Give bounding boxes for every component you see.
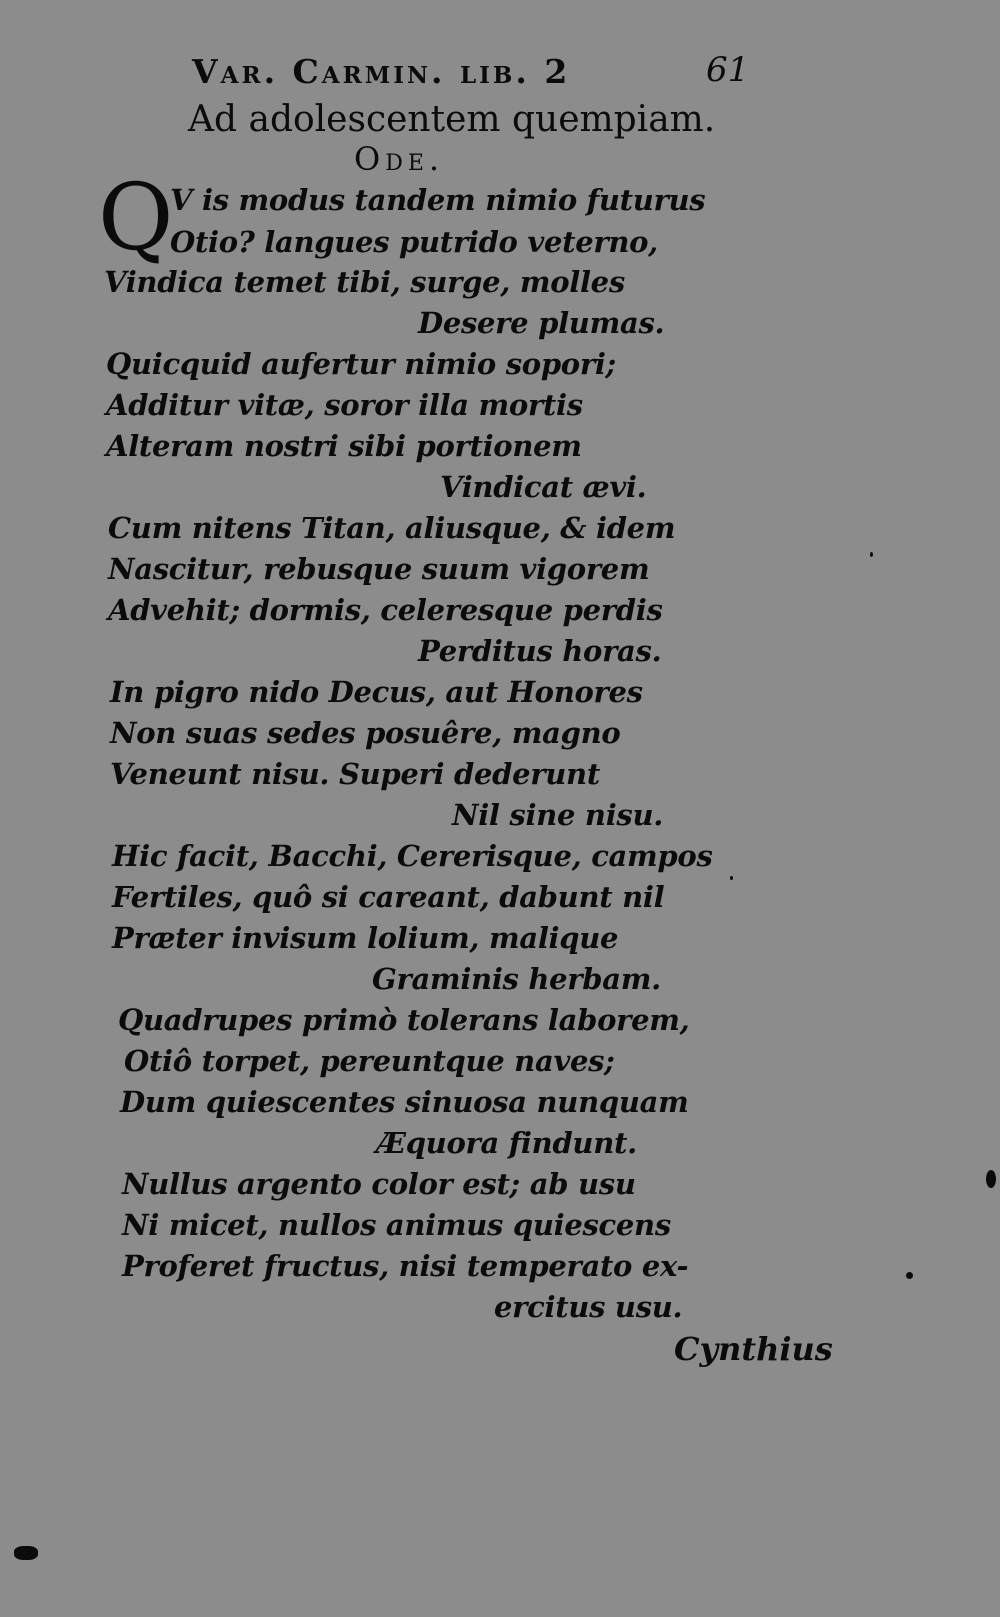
- catchword: Cynthius: [674, 1330, 833, 1368]
- verse-line-7: Alteram nostri sibi portionem: [106, 429, 582, 463]
- verse-line-12: Perditus horas.: [418, 634, 662, 668]
- verse-line-15: Veneunt nisu. Superi dederunt: [110, 757, 600, 791]
- verse-line-3: Vindica temet tibi, surge, molles: [104, 265, 625, 299]
- verse-line-6: Additur vitæ, soror illa mortis: [106, 388, 583, 422]
- verse-line-16: Nil sine nisu.: [452, 798, 664, 832]
- verse-line-14: Non suas sedes posuêre, magno: [110, 716, 621, 750]
- verse-line-19: Præter invisum lolium, malique: [112, 921, 619, 955]
- ink-speck: [14, 1546, 38, 1560]
- verse-line-8: Vindicat ævi.: [440, 470, 647, 504]
- poem-subtitle: Ode.: [354, 140, 445, 178]
- ink-speck: [986, 1170, 996, 1188]
- poem-title: Ad adolescentem quempiam.: [188, 99, 716, 140]
- ink-speck: [730, 876, 733, 880]
- verse-line-17: Hic facit, Bacchi, Cererisque, campos: [112, 839, 713, 873]
- verse-line-1: V is modus tandem nimio futurus: [170, 183, 706, 217]
- ink-speck: [870, 552, 873, 557]
- verse-line-28: ercitus usu.: [494, 1290, 683, 1324]
- verse-line-23: Dum quiescentes sinuosa nunquam: [120, 1085, 689, 1119]
- verse-line-21: Quadrupes primò tolerans laborem,: [118, 1003, 690, 1037]
- verse-line-24: Æquora findunt.: [376, 1126, 637, 1160]
- verse-line-2: Otio? langues putrido veterno,: [170, 225, 658, 259]
- verse-line-27: Proferet fructus, nisi temperato ex-: [122, 1249, 689, 1283]
- verse-line-5: Quicquid aufertur nimio sopori;: [106, 347, 616, 381]
- verse-line-9: Cum nitens Titan, aliusque, & idem: [108, 511, 676, 545]
- verse-line-4: Desere plumas.: [418, 306, 665, 340]
- verse-line-26: Ni micet, nullos animus quiescens: [122, 1208, 671, 1242]
- verse-line-13: In pigro nido Decus, aut Honores: [110, 675, 643, 709]
- verse-line-22: Otiô torpet, pereuntque naves;: [124, 1044, 615, 1078]
- verse-line-20: Graminis herbam.: [372, 962, 661, 996]
- page-number: 61: [706, 50, 750, 90]
- verse-line-11: Advehit; dormis, celeresque perdis: [108, 593, 663, 627]
- drop-cap: Q: [98, 164, 174, 271]
- verse-line-25: Nullus argento color est; ab usu: [122, 1167, 636, 1201]
- ink-speck: [906, 1272, 913, 1279]
- verse-line-10: Nascitur, rebusque suum vigorem: [108, 552, 650, 586]
- verse-line-18: Fertiles, quô si careant, dabunt nil: [112, 880, 665, 914]
- running-head: Var. Carmin. lib. 2: [192, 52, 571, 91]
